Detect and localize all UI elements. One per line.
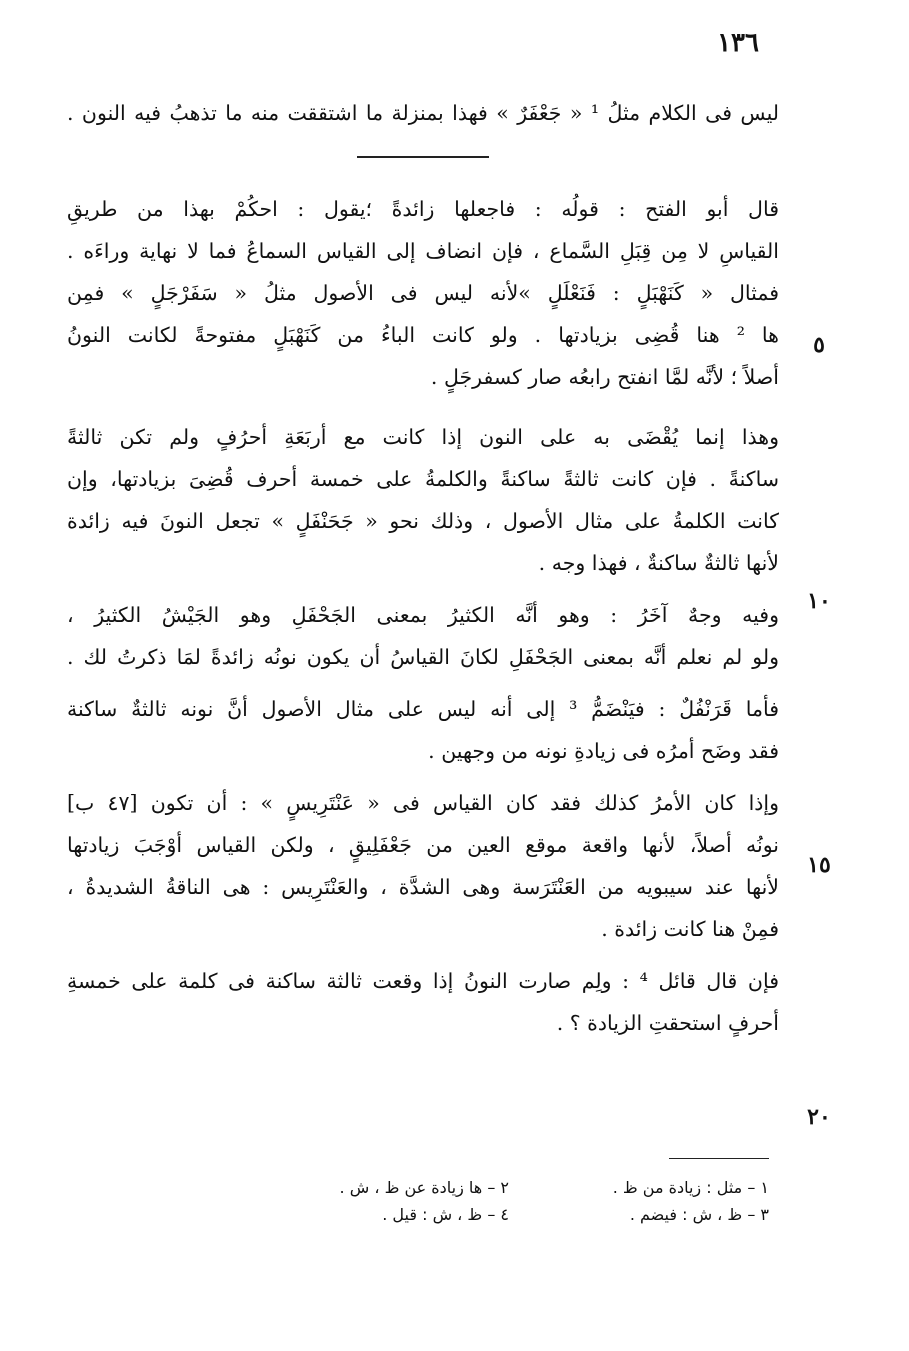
text-line: وفيه وجهٌ آخَرُ : وهو أنَّه الكثيرُ بمعنى الجَحْفَلِ وهو الجَيْشُ الكثيرُ ، [67,603,779,627]
paragraph-5 [67,782,779,950]
footnote-3: ٣ – ظ ، ش : فيضم . [629,1205,769,1224]
text-line: كانت الكلمةُ على مثال الأصول ، وذلك نحو « جَحَنْفَلٍ » تجعل النونَ فيه زائدة [67,509,779,533]
line-number-15: ١٥ [807,852,831,878]
paragraph-6 [67,960,779,1044]
section-divider [357,156,489,158]
paragraph-3 [67,594,779,678]
text-line: فأما قَرَنْفُلٌ : فيَنْضَمُّ ³ إلى أنه ليس على مثال الأصول أنَّ نونه ثالثةٌ ساكنة [67,697,779,721]
text-line: لأنها عند سيبويه من العَنْتَرَسة وهى الشدَّة ، والعَنْتَرِيس : هى الناقةُ الشديدةُ ، [67,875,779,899]
text-line: فمثال « كَنَهْبَلٍ : فَنَعْلَلٍ »لأنه ليس فى الأصول مثلُ « سَفَرْجَلٍ » فمِن [67,281,779,305]
line-number-10: ١٠ [807,588,831,614]
text-line: وهذا إنما يُقْضَى به على النون إذا كانت مع أربَعَةِ أحرُفٍ ولم تكن ثالثةً [67,425,779,449]
footnote-2: ٢ – ها زيادة عن ظ ، ش . [339,1178,509,1197]
text-line: فمِنْ هنا كانت زائدة . [601,917,779,941]
footnote-4: ٤ – ظ ، ش : قيل . [382,1205,509,1224]
paragraph-1 [67,188,779,398]
footnote-divider [669,1158,769,1159]
line-number-5: ٥ [813,332,825,358]
text-line: لأنها ثالثةٌ ساكنةٌ ، فهذا وجه . [538,551,779,575]
page-number: ١٣٦ [717,28,759,58]
text-line: فقد وضَح أمرُه فى زيادةِ نونه من وجهين . [428,739,779,763]
text-line: نونُه أصلاً، لأنها واقعة موقع العين من جَعْفَلِيقٍ ، ولكن القياس أوْجَبَ زيادتها [67,833,779,857]
text-line: أحرفٍ استحقتِ الزيادة ؟ . [556,1011,779,1035]
line-number-20: ٢٠ [807,1104,831,1130]
footnote-1: ١ – مثل : زيادة من ظ . [612,1178,769,1197]
text-line: أصلاً ؛ لأنَّه لمَّا انفتح رابعُه صار كسفرجَلٍ . [430,365,779,389]
text-line: القياسِ لا مِن قِبَلِ السَّماع ، فإن انضاف إلى القياس السماعُ فما لا نهاية وراءَه . [67,239,779,263]
text-line: ولو لم نعلم أنَّه بمعنى الجَحْفَلِ لكانَ القياسُ أن يكون نونُه زائدةً لمَا ذكرتُ لك . [67,645,779,669]
intro-line: ليس فى الكلام مثلُ ¹ « جَعْفَرٌ » فهذا بمنزلة ما اشتققت منه ما تذهبُ فيه النون . [67,101,779,125]
paragraph-2 [67,416,779,584]
text-line: ساكنةً . فإن كانت ثالثةً ساكنةً والكلمةُ على خمسة أحرف قُضِىَ بزيادتها، وإن [67,467,779,491]
text-line: فإن قال قائل ⁴ : ولِم صارت النونُ إذا وقعت ثالثة ساكنة فى كلمة على خمسةِ [67,969,779,993]
footnotes [249,1178,769,1224]
text-line: قال أبو الفتح : قولُه : فاجعلها زائدةً ؛يقول : احكُمْ بهذا من طريقِ [67,197,779,221]
paragraph-4 [67,688,779,772]
text-line: ها ² هنا قُضِى بزيادتها . ولو كانت الباءُ من كَنَهْبَلٍ مفتوحةً لكانت النونُ [67,323,779,347]
main-text [67,92,779,1044]
text-line: وإذا كان الأمرُ كذلك فقد كان القياس فى « عَنْتَرِيسٍ » : أن تكون [٤٧ ب] [67,791,779,815]
